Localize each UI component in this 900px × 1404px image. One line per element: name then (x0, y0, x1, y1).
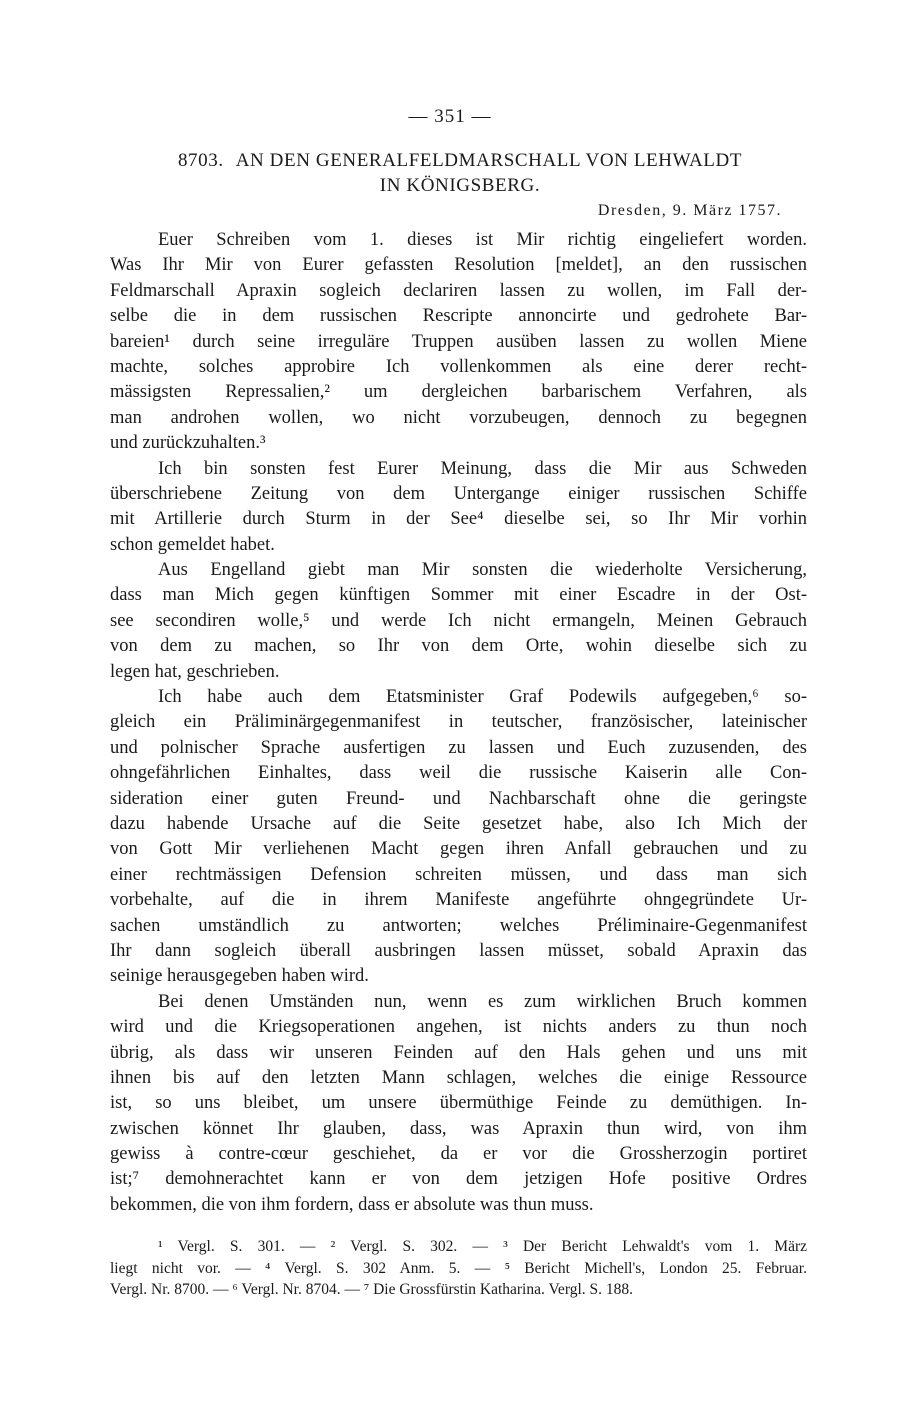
letter-body (110, 228, 807, 1218)
footnotes (110, 1236, 807, 1301)
text-line: seinige herausgegeben haben wird. (110, 966, 369, 987)
text-line: wird und die Kriegsoperationen angehen, ist nichts anders zu thun noch (110, 1017, 807, 1038)
document-number: 8703. (177, 150, 224, 171)
text-line: Bei denen Umständen nun, wenn es zum wirklichen Bruch kommen (158, 991, 807, 1012)
text-line: Feldmarschall Apraxin sogleich declariren lassen zu wollen, im Fall der- (110, 280, 807, 301)
text-line: bareien¹ durch seine irreguläre Truppen ausüben lassen zu wollen Miene (110, 331, 807, 352)
text-line: gleich ein Präliminärgegenmanifest in teutscher, französischer, lateinischer (110, 712, 807, 733)
text-line: mit Artillerie durch Sturm in der See⁴ dieselbe sei, so Ihr Mir vorhin (110, 509, 807, 530)
text-line: man androhen wollen, wo nicht vorzubeugen, dennoch zu begegnen (110, 407, 807, 428)
text-line: schon gemeldet habet. (110, 534, 275, 555)
text-line: Was Ihr Mir von Eurer gefassten Resolution [meldet], an den russischen (110, 255, 807, 276)
text-line: ohngefährlichen Einhaltes, dass weil die russische Kaiserin alle Con- (110, 763, 807, 784)
page-number: — 351 — (408, 106, 492, 127)
text-line: dazu habende Ursache auf die Seite gesetzet habe, also Ich Mich der (110, 813, 807, 834)
text-line: Aus Engelland giebt man Mir sonsten die wiederholte Versicherung, (158, 560, 807, 581)
text-line: zwischen könnet Ihr glauben, dass, was Apraxin thun wird, von ihm (110, 1118, 807, 1139)
text-line: dass man Mich gegen künftigen Sommer mit einer Escadre in der Ost- (110, 585, 807, 606)
document-heading (110, 148, 810, 198)
text-line: selbe die in dem russischen Rescripte annoncirte und gedrohete Bar- (110, 306, 807, 327)
text-line: von Gott Mir verliehenen Macht gegen ihren Anfall gebrauchen und zu (110, 839, 807, 860)
footnote-line: Vergl. Nr. 8700. — ⁶ Vergl. Nr. 8704. — ⁷ Die Grossfürstin Katharina. Vergl. S. 188. (110, 1281, 633, 1298)
text-line: Euer Schreiben vom 1. dieses ist Mir richtig eingeliefert worden. (158, 230, 807, 250)
dateline: Dresden, 9. März 1757. (597, 202, 782, 219)
paragraph (110, 457, 807, 559)
heading-line-2: IN KÖNIGSBERG. (379, 175, 541, 196)
paragraph (110, 228, 807, 457)
text-line: überschriebene Zeitung von dem Untergange einiger russischen Schiffe (110, 483, 807, 504)
paragraph (110, 990, 807, 1219)
text-line: ist;⁷ demohnerachtet kann er von dem jetzigen Hofe positive Ordres (110, 1169, 807, 1190)
text-line: see secondiren wolle,⁵ und werde Ich nicht ermangeln, Meinen Gebrauch (110, 610, 807, 631)
text-line: ist, so uns bleibet, um unsere übermüthige Feinde zu demüthigen. In- (110, 1093, 807, 1114)
heading-title: AN DEN GENERALFELDMARSCHALL VON LEHWALDT (235, 150, 743, 171)
text-line: sachen umständlich zu antworten; welches Préliminaire-Gegenmanifest (110, 915, 807, 936)
text-line: bekommen, die von ihm fordern, dass er absolute was thun muss. (110, 1194, 594, 1215)
text-line: vorbehalte, auf die in ihrem Manifeste angeführte ohngegründete Ur- (110, 890, 807, 911)
heading-line-1 (110, 148, 810, 173)
text-line: Ihr dann sogleich überall ausbringen lassen müsset, sobald Apraxin das (110, 940, 807, 961)
text-line: mässigsten Repressalien,² um dergleichen barbarischem Verfahren, als (110, 382, 807, 403)
paragraph (110, 558, 807, 685)
footnote-line: liegt nicht vor. — ⁴ Vergl. S. 302 Anm. 5. — ⁵ Bericht Michell's, London 25. Februar. (110, 1259, 807, 1277)
text-line: und polnischer Sprache ausfertigen zu lassen und Euch zuzusenden, des (110, 737, 807, 758)
text-line: gewiss à contre-cœur geschiehet, da er vor die Grossherzogin portiret (110, 1144, 807, 1165)
text-line: und zurückzuhalten.³ (110, 433, 266, 454)
text-line: Ich habe auch dem Etatsminister Graf Podewils aufgegeben,⁶ so- (158, 687, 807, 708)
text-line: machte, solches approbire Ich vollenkommen als eine derer recht- (110, 356, 807, 377)
paragraph (110, 685, 807, 990)
footnote-line: ¹ Vergl. S. 301. — ² Vergl. S. 302. — ³ Der Bericht Lehwaldt's vom 1. März (158, 1238, 807, 1255)
text-line: übrig, als dass wir unseren Feinden auf den Hals gehen und uns mit (110, 1042, 807, 1063)
text-line: ihnen bis auf den letzten Mann schlagen, welches die einige Ressource (110, 1067, 807, 1088)
text-line: Ich bin sonsten fest Eurer Meinung, dass die Mir aus Schweden (158, 458, 807, 479)
text-line: einer rechtmässigen Defension schreiten müssen, und dass man sich (110, 864, 807, 885)
text-line: legen hat, geschrieben. (110, 661, 280, 682)
text-line: von dem zu machen, so Ihr von dem Orte, wohin dieselbe sich zu (110, 636, 807, 657)
text-line: sideration einer guten Freund- und Nachbarschaft ohne die geringste (110, 788, 807, 809)
